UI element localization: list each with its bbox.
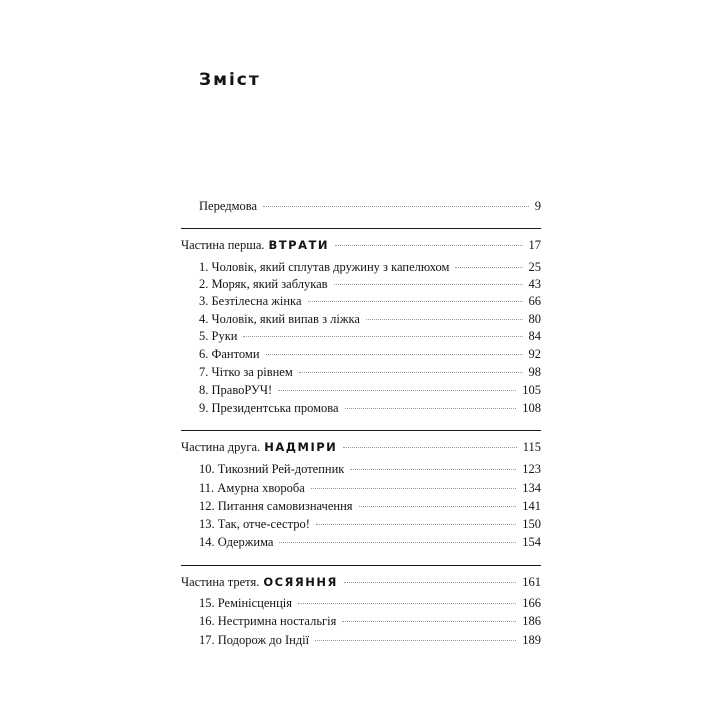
toc-entry[interactable] xyxy=(199,462,541,480)
toc-page-number: 189 xyxy=(522,633,541,647)
dot-leader xyxy=(315,640,516,641)
toc-page-number: 141 xyxy=(522,499,541,513)
dot-leader xyxy=(455,267,522,268)
toc-entry-label: 14. Одержима xyxy=(199,535,274,549)
toc-page-number: 150 xyxy=(522,517,541,531)
toc-entry-label: 11. Амурна хвороба xyxy=(199,481,305,495)
part-prefix: Частина друга. xyxy=(181,440,261,454)
toc-entry-label: Передмова xyxy=(199,199,258,213)
toc-entry-label: 8. ПравоРУЧ! xyxy=(199,383,273,397)
toc-entry[interactable] xyxy=(199,614,541,632)
toc-page-number: 134 xyxy=(522,481,541,495)
toc-page-number: 66 xyxy=(528,294,541,308)
toc-part-heading[interactable] xyxy=(181,575,541,593)
toc-entry-label: 4. Чоловік, який випав з ліжка xyxy=(199,312,360,326)
toc-entry-label: 17. Подорож до Індії xyxy=(199,633,310,647)
toc-page-number: 84 xyxy=(528,329,541,343)
toc-entry-label: 1. Чоловік, який сплутав дружину з капелюхом xyxy=(199,260,450,274)
dot-leader xyxy=(299,372,523,373)
section-divider xyxy=(181,430,541,431)
toc-page-number: 105 xyxy=(522,383,541,397)
dot-leader xyxy=(334,284,523,285)
toc-entry[interactable] xyxy=(199,596,541,614)
toc-entry[interactable] xyxy=(199,277,541,295)
toc-entry[interactable] xyxy=(199,365,541,383)
dot-leader xyxy=(311,488,516,489)
toc-page-number: 186 xyxy=(522,614,541,628)
section-divider xyxy=(181,565,541,566)
dot-leader xyxy=(350,469,516,470)
toc-entry-label: 16. Нестримна ностальгія xyxy=(199,614,337,628)
dot-leader xyxy=(366,319,523,320)
toc-page-number: 80 xyxy=(528,312,541,326)
dot-leader xyxy=(243,336,522,337)
dot-leader xyxy=(308,301,523,302)
toc-entry-label: 5. Руки xyxy=(199,329,238,343)
dot-leader xyxy=(316,524,516,525)
dot-leader xyxy=(263,206,529,207)
toc-entry-label: 6. Фантоми xyxy=(199,347,260,361)
part-prefix: Частина перша. xyxy=(181,238,265,252)
part-prefix: Частина третя. xyxy=(181,575,260,589)
toc-entry[interactable] xyxy=(199,633,541,651)
toc-page-number: 92 xyxy=(528,347,541,361)
toc-page-number: 25 xyxy=(528,260,541,274)
part-name: НАДМІРИ xyxy=(264,440,338,454)
toc-part-heading[interactable] xyxy=(181,440,541,458)
toc-page-number: 17 xyxy=(528,238,541,252)
toc-entry[interactable] xyxy=(199,329,541,347)
toc-entry[interactable] xyxy=(199,401,541,419)
dot-leader xyxy=(298,603,516,604)
toc-entry-preface[interactable] xyxy=(199,199,541,217)
toc-entry[interactable] xyxy=(199,535,541,553)
toc-entry[interactable] xyxy=(199,517,541,535)
dot-leader xyxy=(342,621,516,622)
toc-entry[interactable] xyxy=(199,312,541,330)
dot-leader xyxy=(279,542,516,543)
section-divider xyxy=(181,228,541,229)
toc-page-number: 154 xyxy=(522,535,541,549)
toc-part-heading[interactable] xyxy=(181,238,541,256)
toc-entry-label: 10. Тикозний Рей-дотепник xyxy=(199,462,345,476)
page-title: Зміст xyxy=(199,70,261,90)
toc-entry-label: 12. Питання самовизначення xyxy=(199,499,353,513)
toc-entry[interactable] xyxy=(199,347,541,365)
toc-entry[interactable] xyxy=(199,383,541,401)
dot-leader xyxy=(359,506,517,507)
toc-entry-label: 7. Чітко за рівнем xyxy=(199,365,293,379)
toc-entry[interactable] xyxy=(199,260,541,278)
part-name: ВТРАТИ xyxy=(268,238,329,252)
dot-leader xyxy=(345,408,517,409)
toc-page-number: 161 xyxy=(522,575,541,589)
dot-leader xyxy=(344,582,516,583)
dot-leader xyxy=(278,390,516,391)
dot-leader xyxy=(335,245,523,246)
toc-entry[interactable] xyxy=(199,499,541,517)
toc-entry-label: 2. Моряк, який заблукав xyxy=(199,277,328,291)
toc-entry[interactable] xyxy=(199,481,541,499)
toc-entry-label: 13. Так, отче-сестро! xyxy=(199,517,310,531)
part-name: ОСЯЯННЯ xyxy=(263,575,338,589)
toc-page-number: 108 xyxy=(522,401,541,415)
toc-entry-label: 3. Безтілесна жінка xyxy=(199,294,302,308)
dot-leader xyxy=(266,354,523,355)
toc-page-number: 9 xyxy=(534,199,541,213)
toc-page-number: 43 xyxy=(528,277,541,291)
toc-page-number: 98 xyxy=(528,365,541,379)
dot-leader xyxy=(343,447,516,448)
toc-entry[interactable] xyxy=(199,294,541,312)
toc-entry-label: 9. Президентська промова xyxy=(199,401,339,415)
toc-page-number: 166 xyxy=(522,596,541,610)
toc-page-number: 115 xyxy=(522,440,541,454)
toc-entry-label: 15. Ремінісценція xyxy=(199,596,293,610)
toc-page-number: 123 xyxy=(522,462,541,476)
